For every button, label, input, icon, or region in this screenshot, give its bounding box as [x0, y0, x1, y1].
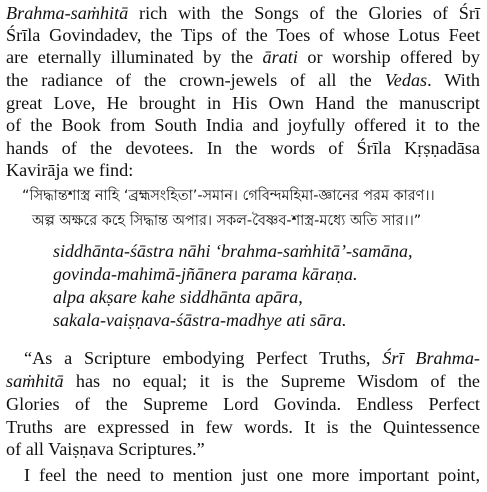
term-vedas: Vedas: [384, 70, 428, 90]
para3-line1: I feel the need to mention just one more important point,: [24, 465, 480, 485]
para1-line7: hands of the devotees. In the words of Śrīla Kṛṣṇadāsa: [6, 138, 480, 158]
bengali-verse-line2: অল্প অক্ষরে কহে সিদ্ধান্ত অপার। সকল-বৈষ্ণব-শাস্ত্র-মধ্যে অতি সার।।”: [32, 213, 422, 229]
para1-line1: Brahma-saṁhitā rich with the Songs of the Glories of Śrī: [6, 3, 480, 23]
bengali-verse-line1: “সিদ্ধান্তশাস্ত্র নাহি ‘ব্রহ্মসংহিতা’-সমান। গেবিন্দমহিমা-জ্ঞানের পরম কারণ।।: [22, 188, 435, 204]
transliteration-line3: alpa akṣare kahe siddhānta apāra,: [53, 287, 303, 307]
para1-line4: the radiance of the crown-jewels of all the Vedas. With: [6, 70, 480, 90]
transliteration-line4: sakala-vaiṣṇava-śāstra-madhye ati sāra.: [53, 310, 347, 330]
title-brahma-samhita: Brahma-saṁhitā: [6, 3, 129, 23]
para1-line8: Kavirāja we find:: [6, 160, 134, 180]
title-samhita: saṁhitā: [6, 371, 64, 391]
term-arati: ārati: [262, 47, 298, 67]
para2-line4: Truths are expressed in few words. It is the Quintessence: [6, 417, 480, 437]
transliteration-line2: govinda-mahimā-jñānera parama kāraṇa.: [53, 264, 358, 284]
para1-line6: of the Book from South India and joyfully offered it to the: [6, 115, 480, 135]
para2-line1: “As a Scripture embodying Perfect Truths, Śrī Brahma-: [24, 348, 480, 368]
para2-line3: Glories of the Supreme Lord Govinda. Endless Perfect: [6, 394, 480, 414]
para1-line3: are eternally illuminated by the ārati or worship offered by: [6, 47, 480, 67]
transliteration-line1: siddhānta-śāstra nāhi ‘brahma-saṁhitā’-samāna,: [53, 241, 413, 261]
para2-line2: saṁhitā has no equal; it is the Supreme Wisdom of the: [6, 371, 480, 391]
para1-line2: Śrīla Govindadev, the Tips of the Toes of whose Lotus Feet: [6, 25, 480, 45]
title-sri-brahma: Śrī Brahma-: [382, 348, 480, 368]
para2-line5: of all Vaiṣṇava Scriptures.”: [6, 439, 205, 459]
para1-line5: great Love, He brought in His Own Hand the manuscript: [6, 93, 480, 113]
